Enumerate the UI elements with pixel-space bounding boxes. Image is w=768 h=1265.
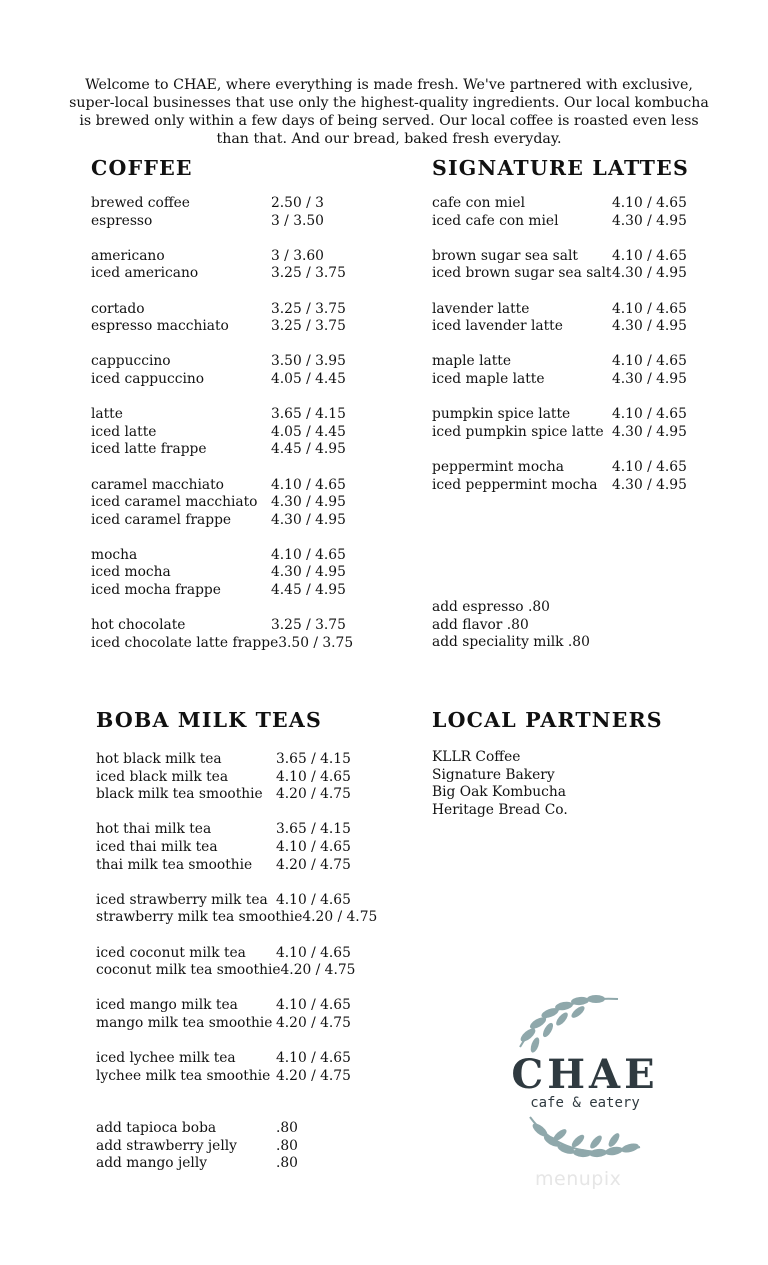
signature-lattes-heading: SIGNATURE LATTES <box>432 156 689 180</box>
item-price: 4.10 / 4.65 <box>276 944 351 961</box>
menu-group <box>91 301 353 336</box>
item-price: 4.05 / 4.45 <box>271 370 346 387</box>
menu-item <box>91 494 353 512</box>
item-name: maple latte <box>432 353 511 370</box>
item-name: iced brown sugar sea salt <box>432 265 612 282</box>
menu-item <box>96 839 377 857</box>
item-name: iced black milk tea <box>96 768 229 785</box>
menu-item <box>91 301 353 319</box>
menu-group <box>91 477 353 530</box>
item-name: iced lavender latte <box>432 318 563 335</box>
item-price: 4.30 / 4.95 <box>271 494 346 511</box>
item-price: 4.05 / 4.45 <box>271 423 346 440</box>
addon-item <box>96 1138 298 1156</box>
boba-menu <box>96 751 377 1103</box>
item-name: iced caramel macchiato <box>91 494 258 511</box>
item-price: 4.30 / 4.95 <box>612 423 687 440</box>
item-price: 4.45 / 4.95 <box>271 582 346 599</box>
menu-group <box>96 821 377 874</box>
menu-item <box>432 248 687 266</box>
menu-item <box>91 582 353 600</box>
item-name: iced strawberry milk tea <box>96 891 268 908</box>
item-price: 4.10 / 4.65 <box>612 247 687 264</box>
partner-item: Heritage Bread Co. <box>432 801 568 818</box>
logo-title: CHAE <box>511 1051 659 1098</box>
addon-price: .80 <box>276 1120 298 1136</box>
menu-item <box>432 265 687 283</box>
item-price: 4.10 / 4.65 <box>276 891 351 908</box>
menu-item <box>96 1068 377 1086</box>
menu-item <box>432 477 687 495</box>
menu-group <box>432 459 687 494</box>
item-name: peppermint mocha <box>432 458 564 475</box>
menu-group <box>96 997 377 1032</box>
item-name: cafe con miel <box>432 195 525 211</box>
item-name: espresso <box>91 212 153 229</box>
item-price: 4.20 / 4.75 <box>276 1067 351 1084</box>
menu-item <box>432 406 687 424</box>
item-price: 4.45 / 4.95 <box>271 441 346 458</box>
menu-item <box>96 821 377 839</box>
item-name: hot thai milk tea <box>96 821 212 838</box>
menu-item <box>432 353 687 371</box>
item-price: 4.10 / 4.65 <box>276 1050 351 1067</box>
menu-group <box>96 892 377 927</box>
menu-item <box>432 318 687 336</box>
menu-item <box>96 997 377 1015</box>
menu-group <box>96 945 377 980</box>
item-name: coconut milk tea smoothie <box>96 962 281 979</box>
menu-item <box>432 301 687 319</box>
item-name: iced cafe con miel <box>432 212 559 229</box>
menu-item <box>96 1015 377 1033</box>
menu-item <box>432 459 687 477</box>
item-price: 4.10 / 4.65 <box>612 458 687 475</box>
item-name: hot chocolate <box>91 617 186 634</box>
item-name: latte <box>91 406 123 423</box>
item-name: caramel macchiato <box>91 476 224 493</box>
menu-group <box>432 353 687 388</box>
item-price: 4.30 / 4.95 <box>612 318 687 335</box>
addon-item: add espresso .80 <box>432 599 550 615</box>
menu-item <box>91 477 353 495</box>
menu-item <box>91 265 353 283</box>
item-name: cortado <box>91 300 145 317</box>
menu-item <box>91 371 353 389</box>
item-price: 4.10 / 4.65 <box>612 195 687 211</box>
menu-item <box>96 786 377 804</box>
menu-item <box>91 424 353 442</box>
item-price: 3.65 / 4.15 <box>276 751 351 767</box>
item-name: iced pumpkin spice latte <box>432 423 604 440</box>
menu-item <box>91 547 353 565</box>
item-name: thai milk tea smoothie <box>96 856 253 873</box>
intro-text: Welcome to CHAE, where everything is made fresh. We've partnered with exclusive, super-local businesses that use only the highest-quality ingredients. Our local kombucha is brewed only within a few days of being served. Our local coffee is roasted even less than that. And our bread, baked fresh everyday. <box>69 77 709 147</box>
menu-item <box>96 945 377 963</box>
item-price: 4.30 / 4.95 <box>271 511 346 528</box>
item-name: brown sugar sea salt <box>432 247 578 264</box>
addon-price: .80 <box>276 1155 298 1172</box>
signature-lattes-menu <box>432 195 687 512</box>
item-price: 3.25 / 3.75 <box>271 617 346 634</box>
item-price: 4.10 / 4.65 <box>276 838 351 855</box>
menu-item <box>91 248 353 266</box>
partner-item: KLLR Coffee <box>432 749 521 765</box>
item-price: 4.30 / 4.95 <box>612 212 687 229</box>
item-price: 4.10 / 4.65 <box>612 406 687 423</box>
item-name: iced latte <box>91 423 157 440</box>
menu-item <box>432 213 687 231</box>
item-price: 3.25 / 3.75 <box>271 265 346 282</box>
item-price: 4.30 / 4.95 <box>612 265 687 282</box>
item-name: black milk tea smoothie <box>96 786 263 803</box>
addon-item <box>96 1120 298 1138</box>
item-price: 3 / 3.60 <box>271 247 324 264</box>
item-price: 4.20 / 4.75 <box>280 962 356 979</box>
item-price: 3.50 / 3.75 <box>278 634 354 651</box>
menu-group <box>91 353 353 388</box>
item-name: hot black milk tea <box>96 751 222 767</box>
item-price: 4.10 / 4.65 <box>276 768 351 785</box>
menu-item <box>96 962 377 980</box>
menu-item <box>432 424 687 442</box>
menu-group <box>432 248 687 283</box>
menu-item <box>91 512 353 530</box>
menu-item <box>96 909 377 927</box>
item-price: 4.10 / 4.65 <box>271 476 346 493</box>
menu-item <box>432 371 687 389</box>
menu-item <box>91 564 353 582</box>
item-name: iced americano <box>91 265 199 282</box>
item-price: 3 / 3.50 <box>271 212 324 229</box>
addon-price: .80 <box>276 1137 298 1154</box>
menu-item <box>432 195 687 213</box>
coffee-heading: COFFEE <box>91 156 193 180</box>
item-name: iced lychee milk tea <box>96 1050 236 1067</box>
menu-item <box>96 1050 377 1068</box>
item-price: 3.25 / 3.75 <box>271 300 346 317</box>
boba-heading: BOBA MILK TEAS <box>96 708 322 732</box>
menu-group <box>432 195 687 230</box>
menu-group <box>91 248 353 283</box>
item-name: lavender latte <box>432 300 530 317</box>
item-price: 4.20 / 4.75 <box>276 1014 351 1031</box>
item-name: iced mango milk tea <box>96 997 238 1014</box>
item-name: pumpkin spice latte <box>432 406 571 423</box>
item-price: 2.50 / 3 <box>271 195 324 211</box>
local-partners-list <box>432 749 568 819</box>
menu-item <box>91 213 353 231</box>
menu-item <box>91 406 353 424</box>
item-price: 4.10 / 4.65 <box>612 300 687 317</box>
item-name: lychee milk tea smoothie <box>96 1067 271 1084</box>
coffee-menu <box>91 195 353 670</box>
item-price: 4.20 / 4.75 <box>302 909 378 926</box>
item-price: 4.10 / 4.65 <box>271 546 346 563</box>
item-price: 4.10 / 4.65 <box>276 997 351 1014</box>
addon-name: add tapioca boba <box>96 1120 217 1136</box>
boba-addons <box>96 1120 298 1173</box>
item-name: iced thai milk tea <box>96 838 218 855</box>
item-name: mango milk tea smoothie <box>96 1014 273 1031</box>
menu-item <box>96 769 377 787</box>
item-name: iced peppermint mocha <box>432 476 598 493</box>
menu-group <box>432 406 687 441</box>
menu-group <box>91 617 353 652</box>
item-price: 4.30 / 4.95 <box>612 370 687 387</box>
item-name: brewed coffee <box>91 195 190 211</box>
item-name: iced mocha frappe <box>91 582 221 599</box>
item-name: strawberry milk tea smoothie <box>96 909 303 926</box>
item-name: iced maple latte <box>432 370 545 387</box>
item-name: iced mocha <box>91 564 171 581</box>
menu-group <box>432 301 687 336</box>
item-price: 4.20 / 4.75 <box>276 856 351 873</box>
item-price: 4.10 / 4.65 <box>612 353 687 370</box>
menu-item <box>91 441 353 459</box>
menu-group <box>96 1050 377 1085</box>
item-name: mocha <box>91 546 138 563</box>
menu-item <box>91 318 353 336</box>
chae-logo <box>490 985 680 1175</box>
addon-name: add mango jelly <box>96 1155 208 1172</box>
menu-item <box>91 353 353 371</box>
item-name: cappuccino <box>91 353 171 370</box>
menu-item <box>91 195 353 213</box>
item-name: americano <box>91 247 165 264</box>
item-price: 4.30 / 4.95 <box>612 476 687 493</box>
menu-item <box>91 635 353 653</box>
item-price: 3.65 / 4.15 <box>271 406 346 423</box>
item-name: iced cappuccino <box>91 370 205 387</box>
logo-subtitle: cafe & eatery <box>530 1095 640 1111</box>
item-name: iced latte frappe <box>91 441 207 458</box>
menu-item <box>96 892 377 910</box>
local-partners-heading: LOCAL PARTNERS <box>432 708 663 732</box>
menu-item <box>96 751 377 769</box>
addon-item: add speciality milk .80 <box>432 634 590 651</box>
item-name: iced chocolate latte frappe <box>91 634 279 651</box>
menu-group <box>91 406 353 459</box>
item-price: 3.25 / 3.75 <box>271 318 346 335</box>
item-price: 3.50 / 3.95 <box>271 353 346 370</box>
item-name: iced coconut milk tea <box>96 944 246 961</box>
menu-group <box>91 547 353 600</box>
addon-item: add flavor .80 <box>432 616 529 633</box>
item-price: 4.30 / 4.95 <box>271 564 346 581</box>
item-price: 3.65 / 4.15 <box>276 821 351 838</box>
menu-group <box>91 195 353 230</box>
partner-item: Signature Bakery <box>432 766 555 783</box>
latte-addons <box>432 599 590 652</box>
addon-item <box>96 1155 298 1173</box>
menupix-watermark: menupix <box>535 1168 622 1190</box>
item-name: espresso macchiato <box>91 318 229 335</box>
menu-item <box>96 857 377 875</box>
menu-item <box>91 617 353 635</box>
partner-item: Big Oak Kombucha <box>432 784 566 801</box>
menu-group <box>96 751 377 804</box>
item-price: 4.20 / 4.75 <box>276 786 351 803</box>
addon-name: add strawberry jelly <box>96 1137 237 1154</box>
item-name: iced caramel frappe <box>91 511 232 528</box>
